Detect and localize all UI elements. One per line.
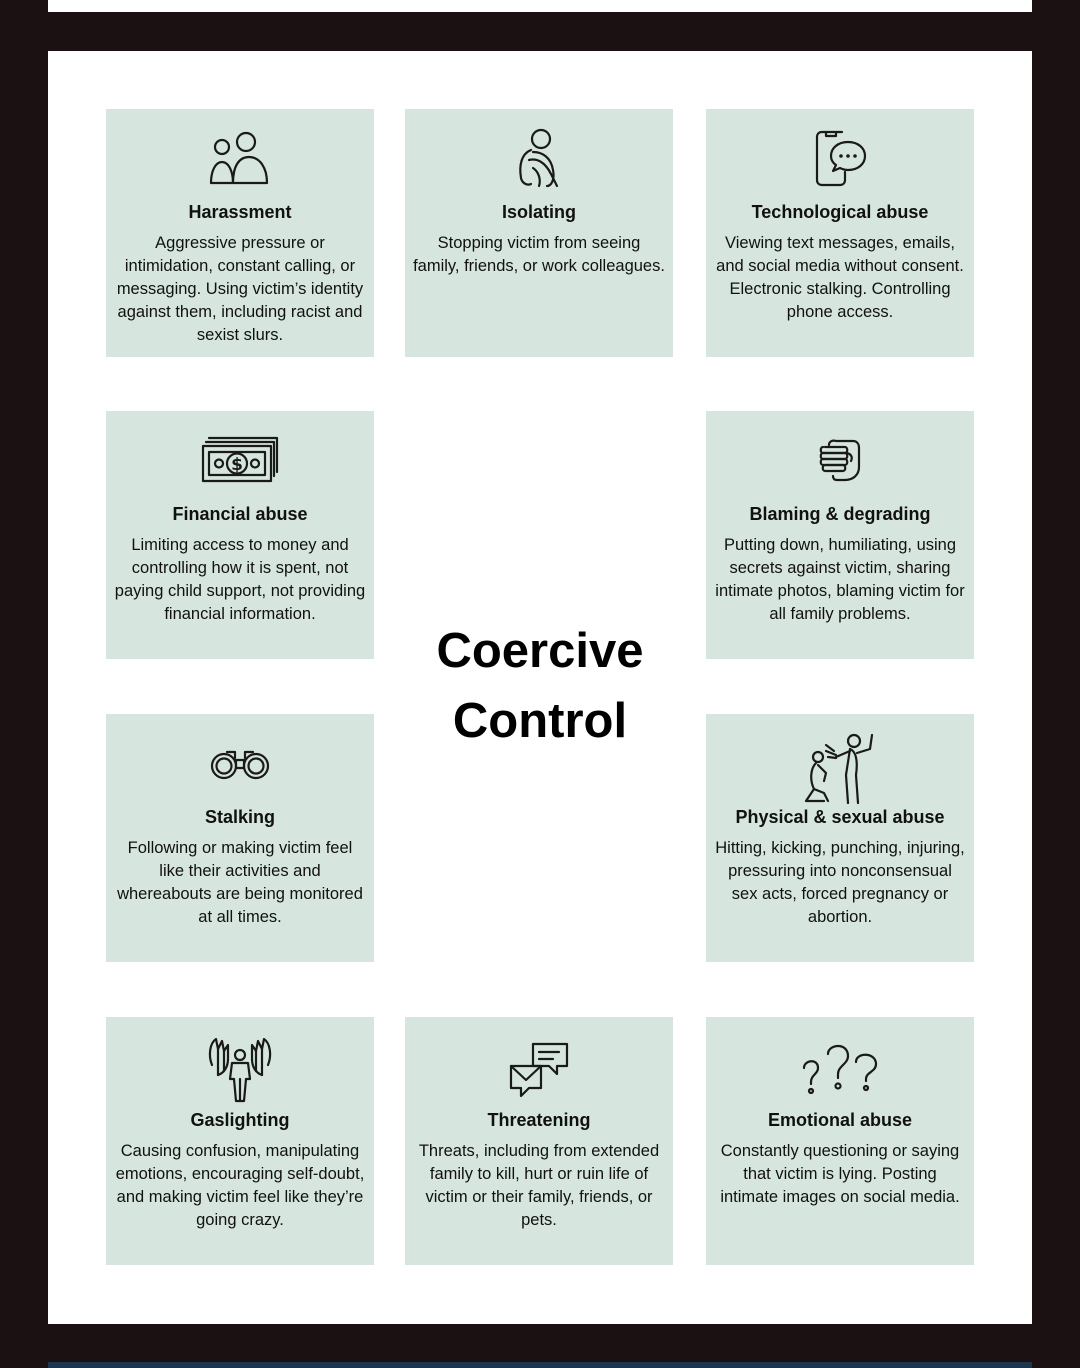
question-marks-icon [706,1035,974,1097]
svg-text:$: $ [231,455,243,475]
infographic-page [48,51,1032,1324]
speech-bubbles-icon [405,1035,673,1097]
card-title: Financial abuse [172,504,308,524]
center-title [420,616,660,756]
card-description: Putting down, humiliating, using secrets against victim, sharing intimate photos, blaming victim for all family problems. [715,536,965,623]
card-financial-abuse [106,411,374,659]
card-stalking [106,714,374,962]
card-gaslighting [106,1017,374,1265]
puppeteer-hands-icon [106,1035,374,1097]
money-stack-icon [106,429,374,491]
card-description: Following or making victim feel like their activities and whereabouts are being monitored at all times. [117,839,363,926]
center-title-line2: Control [452,694,628,748]
card-description: Viewing text messages, emails, and social media without consent. Electronic stalking. Controlling phone access. [716,234,964,321]
card-emotional-abuse [706,1017,974,1265]
card-harassment [106,109,374,357]
card-title: Blaming & degrading [749,504,931,524]
hugging-knees-person-icon [405,127,673,189]
card-description: Causing confusion, manipulating emotions, encouraging self-doubt, and making victim feel like they’re going crazy. [115,1142,365,1229]
card-title: Emotional abuse [767,1110,913,1130]
card-description: Constantly questioning or saying that victim is lying. Posting intimate images on social media. [720,1142,960,1206]
card-description: Stopping victim from seeing family, friends, or work colleagues. [413,234,665,275]
card-description: Threats, including from extended family to kill, hurt or ruin life of victim or their family, friends, or pets. [418,1142,660,1229]
card-physical-sexual-abuse [706,714,974,962]
card-title: Stalking [204,807,275,827]
card-description: Aggressive pressure or intimidation, constant calling, or messaging. Using victim’s identity against them, including racist and sexist slurs. [116,234,364,344]
top-page-edge [48,0,1032,12]
card-title: Technological abuse [751,202,929,222]
center-title-line1: Coercive [436,624,644,678]
card-title: Threatening [487,1110,591,1130]
people-icon [106,127,374,189]
card-title: Harassment [188,202,292,222]
card-description: Hitting, kicking, punching, injuring, pressuring into nonconsensual sex acts, forced pregnancy or abortion. [715,839,965,926]
card-blaming-degrading [706,411,974,659]
card-title: Isolating [501,202,576,222]
binoculars-icon [106,732,374,794]
card-threatening [405,1017,673,1265]
aggressor-victim-icon [706,732,974,794]
card-isolating [405,109,673,357]
phone-chat-icon [706,127,974,189]
card-technological-abuse [706,109,974,357]
card-title: Physical & sexual abuse [735,807,945,827]
bottom-page-edge [48,1362,1032,1368]
card-description: Limiting access to money and controlling how it is spent, not paying child support, not providing financial information. [114,536,366,623]
card-title: Gaslighting [190,1110,290,1130]
fist-icon [706,429,974,491]
